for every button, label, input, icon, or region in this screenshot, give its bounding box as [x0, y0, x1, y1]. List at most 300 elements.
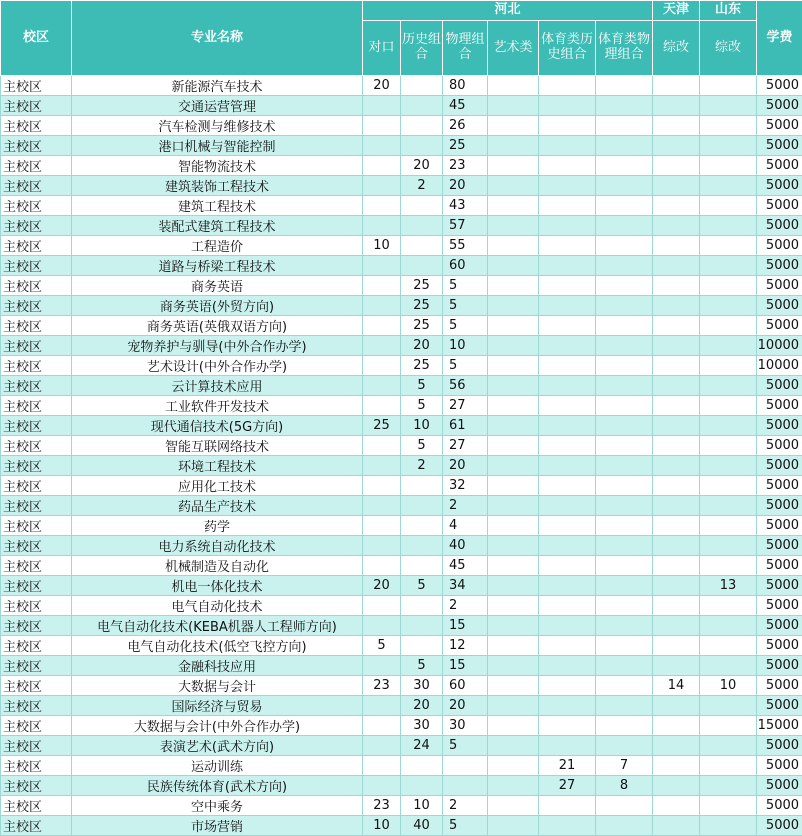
- cell-tj-zonggai: [653, 756, 700, 776]
- cell-wuli: 5: [443, 296, 488, 316]
- cell-lishi: [401, 596, 443, 616]
- cell-duikou: [363, 356, 401, 376]
- cell-sd-zonggai: [700, 616, 757, 636]
- cell-sd-zonggai: [700, 696, 757, 716]
- table-row: [1, 536, 802, 556]
- cell-tj-zonggai: [653, 276, 700, 296]
- cell-tj-zonggai: [653, 396, 700, 416]
- cell-lishi: 10: [401, 796, 443, 816]
- cell-sd-zonggai: [700, 776, 757, 796]
- cell-campus: 主校区: [1, 656, 72, 676]
- cell-yishu: [488, 436, 539, 456]
- header-tj-zonggai: 综改: [653, 21, 700, 76]
- cell-major: 环境工程技术: [72, 456, 363, 476]
- cell-major: 艺术设计(中外合作办学): [72, 356, 363, 376]
- cell-lishi: [401, 476, 443, 496]
- cell-tiyu-lishi: [539, 96, 596, 116]
- cell-sd-zonggai: [700, 196, 757, 216]
- cell-campus: 主校区: [1, 216, 72, 236]
- cell-sd-zonggai: [700, 316, 757, 336]
- cell-wuli: 80: [443, 76, 488, 96]
- cell-major: 运动训练: [72, 756, 363, 776]
- cell-sd-zonggai: [700, 736, 757, 756]
- cell-lishi: 25: [401, 356, 443, 376]
- cell-sd-zonggai: [700, 816, 757, 836]
- cell-tj-zonggai: [653, 356, 700, 376]
- cell-duikou: [363, 376, 401, 396]
- cell-yishu: [488, 296, 539, 316]
- cell-duikou: [363, 456, 401, 476]
- cell-tiyu-wuli: [596, 156, 653, 176]
- cell-yishu: [488, 236, 539, 256]
- cell-major: 商务英语(外贸方向): [72, 296, 363, 316]
- cell-campus: 主校区: [1, 356, 72, 376]
- cell-sd-zonggai: [700, 496, 757, 516]
- cell-lishi: [401, 756, 443, 776]
- cell-lishi: 30: [401, 716, 443, 736]
- cell-tiyu-wuli: [596, 536, 653, 556]
- cell-sd-zonggai: [700, 396, 757, 416]
- cell-fee: 5000: [757, 776, 802, 796]
- cell-tj-zonggai: [653, 96, 700, 116]
- cell-major: 新能源汽车技术: [72, 76, 363, 96]
- cell-tj-zonggai: [653, 776, 700, 796]
- table-row: [1, 756, 802, 776]
- cell-tiyu-lishi: 21: [539, 756, 596, 776]
- cell-sd-zonggai: [700, 756, 757, 776]
- cell-tiyu-wuli: [596, 656, 653, 676]
- cell-fee: 5000: [757, 496, 802, 516]
- cell-tiyu-lishi: [539, 236, 596, 256]
- cell-wuli: 40: [443, 536, 488, 556]
- table-row: [1, 356, 802, 376]
- cell-tiyu-lishi: [539, 396, 596, 416]
- cell-major: 市场营销: [72, 816, 363, 836]
- cell-campus: 主校区: [1, 776, 72, 796]
- cell-tiyu-lishi: [539, 316, 596, 336]
- cell-campus: 主校区: [1, 156, 72, 176]
- table-row: [1, 276, 802, 296]
- cell-sd-zonggai: [700, 356, 757, 376]
- cell-campus: 主校区: [1, 796, 72, 816]
- cell-sd-zonggai: [700, 136, 757, 156]
- cell-wuli: 27: [443, 436, 488, 456]
- cell-yishu: [488, 96, 539, 116]
- cell-fee: 5000: [757, 516, 802, 536]
- cell-wuli: 20: [443, 696, 488, 716]
- cell-sd-zonggai: [700, 656, 757, 676]
- cell-tiyu-wuli: [596, 116, 653, 136]
- cell-major: 国际经济与贸易: [72, 696, 363, 716]
- cell-sd-zonggai: [700, 216, 757, 236]
- cell-major: 民族传统体育(武术方向): [72, 776, 363, 796]
- cell-fee: 5000: [757, 596, 802, 616]
- cell-wuli: 45: [443, 556, 488, 576]
- cell-campus: 主校区: [1, 136, 72, 156]
- cell-major: 电气自动化技术(低空飞控方向): [72, 636, 363, 656]
- cell-fee: 5000: [757, 556, 802, 576]
- cell-fee: 5000: [757, 796, 802, 816]
- cell-yishu: [488, 616, 539, 636]
- cell-major: 商务英语: [72, 276, 363, 296]
- cell-tiyu-lishi: [539, 556, 596, 576]
- cell-lishi: 25: [401, 296, 443, 316]
- cell-sd-zonggai: [700, 596, 757, 616]
- cell-duikou: [363, 736, 401, 756]
- cell-duikou: 5: [363, 636, 401, 656]
- table-row: [1, 556, 802, 576]
- cell-yishu: [488, 476, 539, 496]
- cell-lishi: 20: [401, 336, 443, 356]
- cell-wuli: 56: [443, 376, 488, 396]
- cell-campus: 主校区: [1, 516, 72, 536]
- cell-yishu: [488, 456, 539, 476]
- cell-major: 应用化工技术: [72, 476, 363, 496]
- cell-wuli: 43: [443, 196, 488, 216]
- cell-tiyu-lishi: [539, 416, 596, 436]
- cell-fee: 5000: [757, 296, 802, 316]
- cell-major: 电力系统自动化技术: [72, 536, 363, 556]
- cell-tj-zonggai: [653, 436, 700, 456]
- cell-tj-zonggai: [653, 216, 700, 236]
- table-body: [1, 76, 802, 836]
- cell-fee: 5000: [757, 476, 802, 496]
- cell-fee: 5000: [757, 616, 802, 636]
- cell-campus: 主校区: [1, 736, 72, 756]
- cell-sd-zonggai: [700, 636, 757, 656]
- cell-major: 装配式建筑工程技术: [72, 216, 363, 236]
- cell-tiyu-wuli: [596, 816, 653, 836]
- cell-fee: 5000: [757, 396, 802, 416]
- cell-yishu: [488, 516, 539, 536]
- table-row: [1, 236, 802, 256]
- cell-wuli: 60: [443, 256, 488, 276]
- cell-duikou: [363, 116, 401, 136]
- cell-wuli: 5: [443, 276, 488, 296]
- header-tiyu-lishi: 体育类历史组合: [539, 21, 596, 76]
- cell-sd-zonggai: [700, 236, 757, 256]
- table-row: [1, 676, 802, 696]
- cell-campus: 主校区: [1, 816, 72, 836]
- cell-tj-zonggai: [653, 736, 700, 756]
- cell-duikou: 10: [363, 236, 401, 256]
- cell-sd-zonggai: [700, 256, 757, 276]
- table-row: [1, 576, 802, 596]
- cell-campus: 主校区: [1, 276, 72, 296]
- table-row: [1, 656, 802, 676]
- cell-tj-zonggai: [653, 116, 700, 136]
- table-row: [1, 296, 802, 316]
- cell-yishu: [488, 536, 539, 556]
- cell-wuli: 57: [443, 216, 488, 236]
- header-yishu: 艺术类: [488, 21, 539, 76]
- cell-fee: 5000: [757, 176, 802, 196]
- cell-tiyu-lishi: [539, 256, 596, 276]
- cell-campus: 主校区: [1, 436, 72, 456]
- cell-wuli: 60: [443, 676, 488, 696]
- cell-sd-zonggai: [700, 456, 757, 476]
- cell-tiyu-lishi: [539, 196, 596, 216]
- cell-yishu: [488, 816, 539, 836]
- cell-tj-zonggai: [653, 136, 700, 156]
- cell-major: 汽车检测与维修技术: [72, 116, 363, 136]
- cell-wuli: [443, 756, 488, 776]
- table-row: [1, 196, 802, 216]
- cell-sd-zonggai: [700, 476, 757, 496]
- cell-fee: 5000: [757, 76, 802, 96]
- cell-tiyu-lishi: [539, 76, 596, 96]
- cell-wuli: 5: [443, 316, 488, 336]
- cell-tiyu-wuli: [596, 636, 653, 656]
- cell-tiyu-lishi: [539, 136, 596, 156]
- cell-campus: 主校区: [1, 616, 72, 636]
- cell-tiyu-wuli: [596, 96, 653, 116]
- cell-sd-zonggai: [700, 796, 757, 816]
- cell-yishu: [488, 676, 539, 696]
- cell-campus: 主校区: [1, 336, 72, 356]
- cell-tiyu-lishi: [539, 536, 596, 556]
- cell-sd-zonggai: [700, 296, 757, 316]
- cell-campus: 主校区: [1, 116, 72, 136]
- cell-major: 药学: [72, 516, 363, 536]
- cell-fee: 5000: [757, 216, 802, 236]
- cell-tj-zonggai: [653, 616, 700, 636]
- cell-fee: 5000: [757, 116, 802, 136]
- cell-major: 港口机械与智能控制: [72, 136, 363, 156]
- cell-tj-zonggai: [653, 536, 700, 556]
- cell-major: 空中乘务: [72, 796, 363, 816]
- cell-tiyu-lishi: [539, 676, 596, 696]
- cell-yishu: [488, 556, 539, 576]
- table-row: [1, 76, 802, 96]
- cell-wuli: 15: [443, 616, 488, 636]
- cell-duikou: [363, 596, 401, 616]
- cell-lishi: [401, 536, 443, 556]
- cell-tiyu-lishi: [539, 176, 596, 196]
- cell-lishi: 5: [401, 436, 443, 456]
- table-row: [1, 496, 802, 516]
- cell-tj-zonggai: [653, 496, 700, 516]
- cell-duikou: [363, 496, 401, 516]
- cell-major: 工程造价: [72, 236, 363, 256]
- cell-duikou: [363, 516, 401, 536]
- table-row: [1, 136, 802, 156]
- cell-tiyu-lishi: [539, 636, 596, 656]
- cell-lishi: 40: [401, 816, 443, 836]
- cell-lishi: [401, 136, 443, 156]
- cell-tiyu-lishi: [539, 216, 596, 236]
- cell-fee: 5000: [757, 696, 802, 716]
- cell-major: 道路与桥梁工程技术: [72, 256, 363, 276]
- cell-tj-zonggai: [653, 556, 700, 576]
- cell-yishu: [488, 796, 539, 816]
- table-row: [1, 456, 802, 476]
- cell-wuli: 25: [443, 136, 488, 156]
- cell-tiyu-wuli: [596, 196, 653, 216]
- cell-lishi: [401, 556, 443, 576]
- cell-yishu: [488, 756, 539, 776]
- cell-tiyu-lishi: [539, 716, 596, 736]
- cell-yishu: [488, 136, 539, 156]
- cell-duikou: [363, 96, 401, 116]
- cell-wuli: 45: [443, 96, 488, 116]
- cell-tiyu-lishi: [539, 816, 596, 836]
- cell-campus: 主校区: [1, 576, 72, 596]
- cell-tiyu-lishi: [539, 436, 596, 456]
- cell-campus: 主校区: [1, 716, 72, 736]
- cell-fee: 5000: [757, 576, 802, 596]
- cell-sd-zonggai: [700, 156, 757, 176]
- cell-wuli: 5: [443, 356, 488, 376]
- cell-fee: 10000: [757, 336, 802, 356]
- cell-yishu: [488, 156, 539, 176]
- cell-sd-zonggai: [700, 416, 757, 436]
- cell-major: 工业软件开发技术: [72, 396, 363, 416]
- cell-fee: 5000: [757, 196, 802, 216]
- cell-major: 大数据与会计(中外合作办学): [72, 716, 363, 736]
- cell-wuli: 55: [443, 236, 488, 256]
- cell-fee: 5000: [757, 416, 802, 436]
- cell-tiyu-wuli: [596, 736, 653, 756]
- table-row: [1, 96, 802, 116]
- cell-tiyu-lishi: [539, 156, 596, 176]
- cell-fee: 5000: [757, 816, 802, 836]
- cell-lishi: [401, 116, 443, 136]
- cell-wuli: 2: [443, 596, 488, 616]
- cell-duikou: [363, 336, 401, 356]
- cell-campus: 主校区: [1, 696, 72, 716]
- header-lishi: 历史组合: [401, 21, 443, 76]
- cell-campus: 主校区: [1, 296, 72, 316]
- cell-wuli: 15: [443, 656, 488, 676]
- cell-major: 机电一体化技术: [72, 576, 363, 596]
- cell-campus: 主校区: [1, 476, 72, 496]
- cell-wuli: 27: [443, 396, 488, 416]
- cell-sd-zonggai: [700, 376, 757, 396]
- cell-fee: 5000: [757, 96, 802, 116]
- table-header: [1, 1, 802, 76]
- cell-wuli: 12: [443, 636, 488, 656]
- cell-tj-zonggai: [653, 696, 700, 716]
- cell-wuli: 32: [443, 476, 488, 496]
- cell-duikou: [363, 536, 401, 556]
- cell-major: 表演艺术(武术方向): [72, 736, 363, 756]
- table-row: [1, 596, 802, 616]
- cell-fee: 5000: [757, 536, 802, 556]
- cell-yishu: [488, 416, 539, 436]
- cell-wuli: 4: [443, 516, 488, 536]
- cell-major: 建筑工程技术: [72, 196, 363, 216]
- cell-lishi: [401, 76, 443, 96]
- table-row: [1, 636, 802, 656]
- cell-major: 云计算技术应用: [72, 376, 363, 396]
- cell-lishi: [401, 776, 443, 796]
- cell-tiyu-lishi: [539, 276, 596, 296]
- cell-campus: 主校区: [1, 96, 72, 116]
- cell-duikou: 23: [363, 796, 401, 816]
- cell-campus: 主校区: [1, 196, 72, 216]
- cell-lishi: 2: [401, 456, 443, 476]
- table-row: [1, 116, 802, 136]
- cell-duikou: 23: [363, 676, 401, 696]
- cell-tiyu-wuli: [596, 336, 653, 356]
- cell-tj-zonggai: [653, 176, 700, 196]
- cell-tiyu-wuli: 7: [596, 756, 653, 776]
- cell-tiyu-wuli: [596, 356, 653, 376]
- cell-tiyu-wuli: [596, 436, 653, 456]
- cell-lishi: 25: [401, 316, 443, 336]
- cell-duikou: [363, 656, 401, 676]
- cell-sd-zonggai: [700, 76, 757, 96]
- cell-tiyu-wuli: [596, 236, 653, 256]
- cell-major: 机械制造及自动化: [72, 556, 363, 576]
- cell-yishu: [488, 376, 539, 396]
- table-row: [1, 696, 802, 716]
- cell-tiyu-wuli: [596, 376, 653, 396]
- cell-tiyu-lishi: [539, 376, 596, 396]
- cell-sd-zonggai: 10: [700, 676, 757, 696]
- cell-tj-zonggai: [653, 476, 700, 496]
- cell-lishi: [401, 236, 443, 256]
- cell-lishi: 20: [401, 696, 443, 716]
- cell-campus: 主校区: [1, 236, 72, 256]
- cell-tiyu-lishi: [539, 116, 596, 136]
- cell-wuli: 34: [443, 576, 488, 596]
- cell-fee: 5000: [757, 676, 802, 696]
- cell-sd-zonggai: 13: [700, 576, 757, 596]
- cell-sd-zonggai: [700, 516, 757, 536]
- cell-tj-zonggai: [653, 376, 700, 396]
- cell-duikou: 25: [363, 416, 401, 436]
- cell-yishu: [488, 636, 539, 656]
- cell-duikou: [363, 716, 401, 736]
- cell-tj-zonggai: [653, 816, 700, 836]
- cell-major: 宠物养护与驯导(中外合作办学): [72, 336, 363, 356]
- cell-tiyu-lishi: [539, 796, 596, 816]
- cell-tiyu-lishi: [539, 296, 596, 316]
- cell-lishi: [401, 256, 443, 276]
- cell-yishu: [488, 196, 539, 216]
- cell-lishi: 30: [401, 676, 443, 696]
- table-row: [1, 376, 802, 396]
- table-row: [1, 416, 802, 436]
- cell-yishu: [488, 216, 539, 236]
- cell-tiyu-wuli: [596, 796, 653, 816]
- cell-campus: 主校区: [1, 176, 72, 196]
- cell-lishi: [401, 96, 443, 116]
- cell-tiyu-lishi: [539, 516, 596, 536]
- table-row: [1, 796, 802, 816]
- table-row: [1, 476, 802, 496]
- cell-major: 现代通信技术(5G方向): [72, 416, 363, 436]
- header-fee: 学费: [757, 1, 802, 76]
- cell-tiyu-lishi: [539, 576, 596, 596]
- cell-yishu: [488, 736, 539, 756]
- header-shandong: 山东: [700, 1, 757, 21]
- cell-tj-zonggai: [653, 296, 700, 316]
- header-sd-zonggai: 综改: [700, 21, 757, 76]
- cell-tiyu-wuli: [596, 396, 653, 416]
- cell-tiyu-lishi: [539, 496, 596, 516]
- cell-major: 大数据与会计: [72, 676, 363, 696]
- cell-tiyu-wuli: [596, 716, 653, 736]
- cell-fee: 5000: [757, 636, 802, 656]
- cell-campus: 主校区: [1, 496, 72, 516]
- table-row: [1, 816, 802, 836]
- cell-lishi: 24: [401, 736, 443, 756]
- cell-tiyu-wuli: [596, 576, 653, 596]
- table-row: [1, 156, 802, 176]
